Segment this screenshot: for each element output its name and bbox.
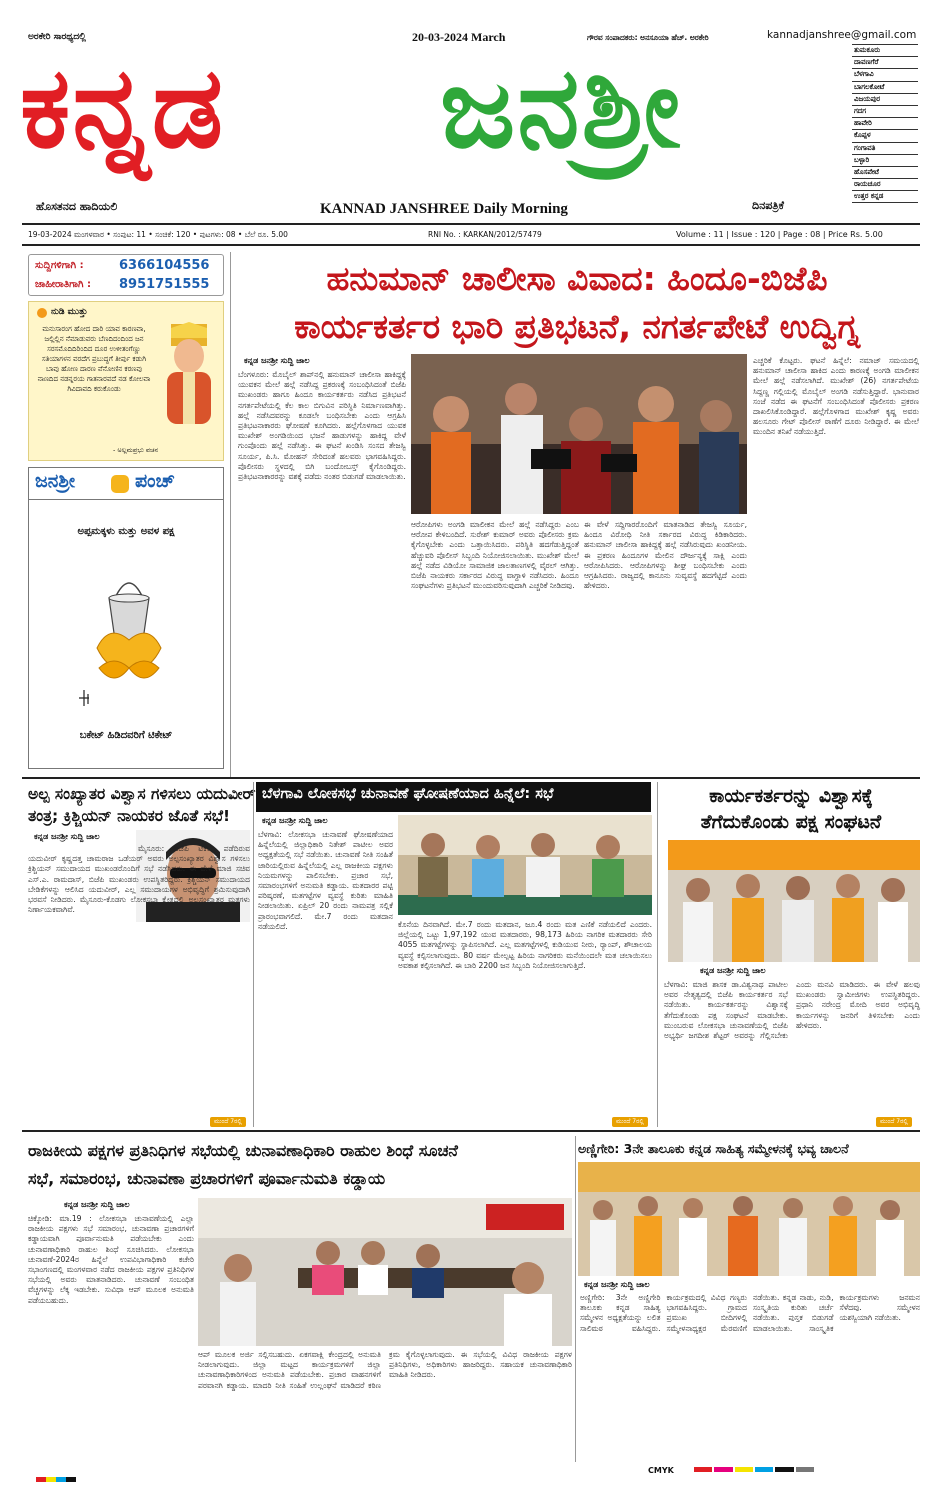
section-rule-1 [22, 777, 920, 779]
ads-phone[interactable]: 8951751555 [119, 277, 210, 292]
edition-item: ತುಮಕೂರು [852, 45, 918, 57]
masthead-tagline: ಅರಕೇರಿ ಸಾರಥ್ಯದಲ್ಲಿ [28, 32, 86, 42]
subtitle-left: ಹೊಸತನದ ಹಾದಿಯಲಿ [36, 200, 118, 213]
lead-column-3: ಈ ವೇಳೆ ಸದ್ದಿಗಾರರೊಂದಿಗೆ ಮಾತನಾಡಿದ ತೇಜಸ್ವಿ ಸೂರ್ಯ, ಹಿಂದೂ ವಿರೋಧಿ ನೀತಿ ಸರ್ಕಾರದ ವಿರುದ್ಧ ಕಿಡಿಕಾರಿದರು. ಹನುಮಾನ್ ಚಾಲೀಸಾ ಹಾಕಿದ್ದಕ್ಕೆ ಹಲ್ಲೆ ನಡೆಸಿರುವುದು ಖಂಡನೀಯ. ಈ ಪ್ರಕರಣ ಹಿಂದೂಗಳ ಮೇಲಿನ ದೌರ್ಜನ್ಯಕ್ಕೆ ಸಾಕ್ಷಿ ಎಂದು ಆರೋಪಿಸಿದರು. ಆರೋಪಿಗಳನ್ನು ಶೀಘ್ರ ಬಂಧಿಸಬೇಕು ಎಂದು ಆಗ್ರಹಿಸಿದರು. ರಾಜ್ಯದಲ್ಲಿ ಕಾನೂನು ಸುವ್ಯವಸ್ಥೆ ಹದಗೆಟ್ಟಿದೆ ಎಂದು ಹೇಳಿದರು. [584, 520, 750, 591]
section-rule-2 [22, 1130, 920, 1132]
cmyk-label: CMYK [648, 1466, 674, 1475]
story4-headline-1: ಕಾರ್ಯಕರ್ತರನ್ನು ವಿಶ್ವಾಸಕ್ಕೆ [709, 785, 873, 807]
punch-title-left: ಜನಶ್ರೀ [35, 470, 76, 492]
info-rule [22, 244, 920, 246]
masthead-date: 20-03-2024 March [412, 30, 506, 44]
flower-icon [37, 308, 47, 318]
ads-label: ಜಾಹೀರಾತಿಗಾಗಿ : [35, 279, 92, 290]
lead-headline-1: ಹನುಮಾನ್ ಚಾಲೀಸಾ ವಿವಾದ: ಹಿಂದೂ-ಬಿಜೆಪಿ [326, 259, 828, 298]
lead-headline-2: ಕಾರ್ಯಕರ್ತರ ಭಾರಿ ಪ್ರತಿಭಟನೆ, ನಗರ್ತಪೇಟೆ ಉದ್ವಿಗ್ನ [294, 307, 860, 346]
lead-byline: ಕನ್ನಡ ಜನಶ್ರೀ ಸುದ್ದಿ ಜಾಲ [244, 356, 310, 365]
story2-headline-1: ಅಲ್ಪ ಸಂಖ್ಯಾತರ ವಿಶ್ವಾಸ ಗಳಿಸಲು ಯದುವೀರ್ [28, 785, 256, 803]
sidebar-divider [230, 252, 231, 777]
edition-item: ವಿಜಯಪುರ [852, 94, 918, 106]
contact-box [28, 254, 224, 296]
story4-continued-tag[interactable]: ಮುಂದೆ 7ರಲ್ಲಿ [876, 1117, 912, 1127]
color-registration-left [36, 1467, 86, 1472]
story6-headline: ಅಣ್ಣಿಗೇರಿ: 3ನೇ ತಾಲೂಕು ಕನ್ನಡ ಸಾಹಿತ್ಯ ಸಮ್ಮೇಳನಕ್ಕೆ ಭವ್ಯ ಚಾಲನೆ [578, 1141, 849, 1156]
story4-text: ಬೆಳಗಾವಿ: ಮಾಜಿ ಶಾಸಕ ಡಾ.ವಿಶ್ವನಾಥ ಪಾಟೀಲ ಅವರ ನೇತೃತ್ವದಲ್ಲಿ ಬಿಜೆಪಿ ಕಾರ್ಯಕರ್ತರ ಸಭೆ ನಡೆಯಿತು. ಕಾರ್ಯಕರ್ತರನ್ನು ವಿಶ್ವಾಸಕ್ಕೆ ತೆಗೆದುಕೊಂಡು ಪಕ್ಷ ಸಂಘಟನೆ ಮಾಡಬೇಕು. ಮುಂಬರುವ ಲೋಕಸಭಾ ಚುನಾವಣೆಯಲ್ಲಿ ಬಿಜೆಪಿ ಅಭ್ಯರ್ಥಿ ಜಗದೀಶ ಶೆಟ್ಟರ್ ಅವರನ್ನು ಗೆಲ್ಲಿಸಬೇಕು ಎಂದು ಮನವಿ ಮಾಡಿದರು. ಈ ವೇಳೆ ಹಲವು ಮುಖಂಡರು ಸ್ವಾಮೀಜಿಗಳು ಉಪಸ್ಥಿತರಿದ್ದರು. ಪ್ರಧಾನಿ ನರೇಂದ್ರ ಮೋದಿ ಅವರ ಅಭಿವೃದ್ಧಿ ಕಾರ್ಯಗಳನ್ನು ಜನರಿಗೆ ತಿಳಿಸಬೇಕು ಎಂದು ಹೇಳಿದರು. [664, 980, 923, 1041]
election-meeting-photo [198, 1198, 572, 1346]
story5-headline-2: ಸಭೆ, ಸಮಾರಂಭ, ಚುನಾವಣಾ ಪ್ರಚಾರಗಳಿಗೆ ಪೂರ್ವಾನುಮತಿ ಕಡ್ಡಾಯ [28, 1169, 386, 1188]
email[interactable]: kannadjanshree@gmail.com [767, 29, 917, 41]
punch-title-right: ಪಂಚ್ [135, 470, 175, 492]
story5-divider [575, 1136, 576, 1462]
story6-text: ಅಣ್ಣಿಗೇರಿ: 3ನೇ ಅಣ್ಣಿಗೇರಿ ತಾಲೂಕು ಕನ್ನಡ ಸಾಹಿತ್ಯ ಸಮ್ಮೇಳನ ಅಧ್ಯಕ್ಷತೆಯನ್ನು ಲಲಿತ ಸಾಲಿಮಠ ವಹಿಸಿದ್ದರು. ಕಾರ್ಯಕ್ರಮದಲ್ಲಿ ವಿವಿಧ ಗಣ್ಯರು ಭಾಗವಹಿಸಿದ್ದರು. ಗ್ರಾಮದ ಪ್ರಮುಖ ಬೀದಿಗಳಲ್ಲಿ ಸಮ್ಮೇಳನಾಧ್ಯಕ್ಷರ ಮೆರವಣಿಗೆ ನಡೆಯಿತು. ಕನ್ನಡ ನಾಡು, ನುಡಿ, ಸಂಸ್ಕೃತಿಯ ಕುರಿತು ಚರ್ಚೆ ನಡೆಯಿತು. ಪುಸ್ತಕ ಬಿಡುಗಡೆ ಮಾಡಲಾಯಿತು. ಸಾಂಸ್ಕೃತಿಕ ಕಾರ್ಯಕ್ರಮಗಳು ಜನಮನ ಸೆಳೆದವು. ಸಮ್ಮೇಳನ ಯಶಸ್ವಿಯಾಗಿ ನಡೆಯಿತು. [580, 1293, 923, 1333]
literary-meet-photo [578, 1162, 920, 1276]
story4-byline: ಕನ್ನಡ ಜನಶ್ರೀ ಸುದ್ದಿ ಜಾಲ [700, 966, 766, 975]
quote-author: - ಅಲ್ಲಮಪ್ರಭು ವಚನ [113, 446, 159, 454]
quote-title: ನುಡಿ ಮುತ್ತು [51, 307, 88, 317]
story2-byline: ಕನ್ನಡ ಜನಶ್ರೀ ಸುದ್ದಿ ಜಾಲ [34, 832, 100, 841]
punch-header [29, 468, 223, 500]
edition-item: ಬಳ್ಳಾರಿ [852, 155, 918, 167]
edition-item: ರಾಯಚೂರ [852, 179, 918, 191]
subtitle-right: ದಿನಪತ್ರಿಕೆ [752, 199, 784, 212]
story3-divider [657, 782, 658, 1127]
punch-box [28, 467, 224, 769]
story3-text-left: ಬೆಳಗಾವಿ: ಲೋಕಸಭಾ ಚುನಾವಣೆ ಘೋಷಣೆಯಾದ ಹಿನ್ನೆಲೆಯಲ್ಲಿ ಜಿಲ್ಲಾಧಿಕಾರಿ ನಿತೇಶ್ ಪಾಟೀಲ ಅವರ ಅಧ್ಯಕ್ಷತೆಯಲ್ಲಿ ಸಭೆ ನಡೆಯಿತು. ಚುನಾವಣೆ ನೀತಿ ಸಂಹಿತೆ ಜಾರಿಯಲ್ಲಿರುವ ಹಿನ್ನೆಲೆಯಲ್ಲಿ ಎಲ್ಲ ರಾಜಕೀಯ ಪಕ್ಷಗಳು ನಿಯಮಗಳನ್ನು ಪಾಲಿಸಬೇಕು. ಪ್ರಚಾರ ಸಭೆ, ಸಮಾರಂಭಗಳಿಗೆ ಅನುಮತಿ ಕಡ್ಡಾಯ. ಮತದಾರರ ಪಟ್ಟಿ ಪರಿಷ್ಕರಣೆ, ಮತಗಟ್ಟೆಗಳ ವ್ಯವಸ್ಥೆ ಕುರಿತು ಮಾಹಿತಿ ನೀಡಲಾಯಿತು. ಏಪ್ರಿಲ್ 20 ರಂದು ನಾಮಪತ್ರ ಸಲ್ಲಿಕೆ ಪ್ರಾರಂಭವಾಗಲಿದೆ. ಮೇ.7 ರಂದು ಮತದಾನ ನಡೆಯಲಿದೆ. [258, 830, 396, 931]
issue-info-left: 19-03-2024 ಮಂಗಳವಾರ • ಸಂಪುಟ: 11 • ಸಂಚಿಕೆ: 120 • ಪುಟಗಳು: 08 • ಬೆಲೆ ರೂ. 5.00 [28, 230, 288, 239]
edition-item: ಬೆಳಗಾವಿ [852, 69, 918, 81]
title-janashree: ಜನಶ್ರೀ [440, 43, 683, 173]
story6-byline: ಕನ್ನಡ ಜನಶ್ರೀ ಸುದ್ದಿ ಜಾಲ [584, 1280, 650, 1289]
edition-item: ಹೊಸಪೇಟೆ [852, 167, 918, 179]
story3-header-bar [256, 782, 651, 812]
edition-item: ದಾವಣಗೆರೆ [852, 57, 918, 69]
story3-continued-tag[interactable]: ಮುಂದೆ 7ರಲ್ಲಿ [612, 1117, 648, 1127]
editor-label: ಗೌರವ ಸಂಪಾದಕರು: ಅನಸೂಯಾ ಹೆಚ್. ಅರಕೇರಿ [587, 33, 709, 42]
title-kannada: ಕನ್ನಡ [20, 43, 226, 173]
editions-list [852, 44, 918, 203]
story5-headline-1: ರಾಜಕೀಯ ಪಕ್ಷಗಳ ಪ್ರತಿನಿಧಿಗಳ ಸಭೆಯಲ್ಲಿ ಚುನಾವಣಾಧಿಕಾರಿ ರಾಹುಲ ಶಿಂಧೆ ಸೂಚನೆ [28, 1141, 458, 1160]
story3-byline: ಕನ್ನಡ ಜನಶ್ರೀ ಸುದ್ದಿ ಜಾಲ [262, 816, 328, 825]
meeting-officials-photo [398, 815, 652, 915]
bucket-lotus-cartoon-icon [69, 568, 189, 738]
cartoon-caption-top: ಅಪ್ಪಮಕ್ಕಳು ಮತ್ತು ಅವಳ ಪಕ್ಷ [77, 526, 175, 537]
story2-continued-tag[interactable]: ಮುಂದೆ 7ರಲ್ಲಿ [210, 1117, 246, 1127]
rni-number: RNI No. : KARKAN/2012/57479 [428, 230, 542, 239]
subtitle-center: KANNAD JANSHREE Daily Morning [320, 201, 568, 217]
news-label: ಸುದ್ದಿಗಳಿಗಾಗಿ : [35, 260, 84, 271]
story3-text-right: ಕೊನೆಯ ದಿನವಾಗಿದೆ. ಮೇ.7 ರಂದು ಮತದಾನ, ಜೂ.4 ರಂದು ಮತ ಎಣಿಕೆ ನಡೆಯಲಿದೆ ಎಂದರು. ಜಿಲ್ಲೆಯಲ್ಲಿ ಒಟ್ಟು 1,97,192 ಯುವ ಮತದಾರರು, 98,173 ಹಿರಿಯ ನಾಗರಿಕ ಮತದಾರರು ಸೇರಿ 4055 ಮತಗಟ್ಟೆಗಳನ್ನು ಸ್ಥಾಪಿಸಲಾಗಿದೆ. ಎಲ್ಲ ಮತಗಟ್ಟೆಗಳಲ್ಲಿ ಕುಡಿಯುವ ನೀರು, ರ‍್ಯಾಂಪ್, ಶೌಚಾಲಯ ವ್ಯವಸ್ಥೆ ಕಲ್ಪಿಸಲಾಗುವುದು. 80 ವರ್ಷ ಮೇಲ್ಪಟ್ಟ ಹಿರಿಯ ನಾಗರಿಕರು ಮನೆಯಿಂದಲೇ ಮತ ಚಲಾಯಿಸಲು ಅವಕಾಶ ಕಲ್ಪಿಸಲಾಗಿದೆ. ಈ ಬಾರಿ 2200 ಜನ ಸಿಬ್ಬಂದಿ ನಿಯೋಜಿಸಲಾಗುತ್ತಿದೆ. [398, 920, 655, 970]
color-registration-right [694, 1467, 814, 1472]
story3-headline: ಬೆಳಗಾವಿ ಲೋಕಸಭೆ ಚುನಾವಣೆ ಘೋಷಣೆಯಾದ ಹಿನ್ನೆಲೆ: ಸಭೆ [262, 786, 554, 802]
lead-column-1: ಬೆಂಗಳೂರು: ಮೊಬೈಲ್ ಶಾಪ್‌ನಲ್ಲಿ ಹನುಮಾನ್ ಚಾಲೀಸಾ ಹಾಕಿದ್ದಕ್ಕೆ ಯುವಕನ ಮೇಲೆ ಹಲ್ಲೆ ನಡೆಸಿದ್ದ ಪ್ರಕರಣಕ್ಕೆ ಸಂಬಂಧಿಸಿದಂತೆ ಬಿಜೆಪಿ ಮುಖಂಡರು ಹಾಗೂ ಹಿಂದೂ ಕಾರ್ಯಕರ್ತರು ನಡೆಸಿದ ಪ್ರತಿಭಟನೆ ನಗರ್ತಪೇಟೆಯಲ್ಲಿ ಕೆಲ ಕಾಲ ಬಿಗುವಿನ ಪರಿಸ್ಥಿತಿ ನಿರ್ಮಾಣವಾಗಿತ್ತು. ಹಲ್ಲೆ ನಡೆಸಿದವರನ್ನು ಕೂಡಲೇ ಬಂಧಿಸಬೇಕು ಎಂದು ಆಗ್ರಹಿಸಿ ಪ್ರತಿಭಟನಾಕಾರರು ಘೋಷಣೆ ಕೂಗಿದರು. ಹಲ್ಲೆಗೊಳಗಾದ ಯುವಕ ಮುಖೇಶ್ ಅಂಗಡಿಯಿಂದ ಭಜನೆ ಹಾಡುಗಳನ್ನು ಹಾಕಿದ್ದ ವೇಳೆ ಗುಂಪೊಂದು ಹಲ್ಲೆ ನಡೆಸಿತ್ತು. ಈ ಘಟನೆ ಖಂಡಿಸಿ ಸಂಸದ ತೇಜಸ್ವಿ ಸೂರ್ಯ, ಪಿ.ಸಿ. ಮೋಹನ್ ಸೇರಿದಂತೆ ಹಲವರು ಭಾಗವಹಿಸಿದ್ದರು. ಪೊಲೀಸರು ಸ್ಥಳದಲ್ಲಿ ಬಿಗಿ ಬಂದೋಬಸ್ತ್ ಕೈಗೊಂಡಿದ್ದರು. ಪ್ರತಿಭಟನಾಕಾರರನ್ನು ವಶಕ್ಕೆ ಪಡೆದು ನಂತರ ಬಿಡುಗಡೆ ಮಾಡಲಾಯಿತು. [238, 370, 409, 482]
story5-text-left: ಚಿಕ್ಕೋಡಿ: ಮಾ.19 : ಲೋಕಸಭಾ ಚುನಾವಣೆಯಲ್ಲಿ ಎಲ್ಲಾ ರಾಜಕೀಯ ಪಕ್ಷಗಳು ಸಭೆ ಸಮಾರಂಭ, ಚುನಾವಣಾ ಪ್ರಚಾರಗಳಿಗೆ ಕಡ್ಡಾಯವಾಗಿ ಪೂರ್ವಾನುಮತಿ ಪಡೆಯಬೇಕು ಎಂದು ಚುನಾವಣಾಧಿಕಾರಿ ರಾಹುಲ ಶಿಂಧೆ ಸೂಚಿಸಿದರು. ಲೋಕಸಭಾ ಚುನಾವಣೆ-2024ರ ಹಿನ್ನೆಲೆ ಉಪವಿಭಾಗಾಧಿಕಾರಿ ಕಚೇರಿ ಸಭಾಂಗಣದಲ್ಲಿ ಮಂಗಳವಾರ ನಡೆದ ರಾಜಕೀಯ ಪಕ್ಷಗಳ ಪ್ರತಿನಿಧಿಗಳ ಸಭೆಯಲ್ಲಿ ಅವರು ಮಾತನಾಡಿದರು. ಚುನಾವಣೆ ಸಂಬಂಧಿತ ವೆಚ್ಚಗಳನ್ನು ಲೆಕ್ಕ ಇಡಬೇಕು. ಸುವಿಧಾ ಆಪ್ ಮೂಲಕ ಅನುಮತಿ ಪಡೆಯಬಹುದು. [28, 1214, 197, 1305]
edition-item: ಬಾಗಲಕೋಟೆ [852, 82, 918, 94]
story2-headline-2: ತಂತ್ರ; ಕ್ರಿಶ್ಚಿಯನ್ ನಾಯಕರ ಜೊತೆ ಸಭೆ! [28, 807, 231, 825]
masthead-rule [22, 223, 920, 225]
edition-item: ಗಂಗಾವತಿ [852, 143, 918, 155]
edition-item: ಕೊಪ್ಪಳ [852, 130, 918, 142]
story2-text: ಮೈಸೂರು: ಬಿಜೆಪಿ ಟಿಕೆಟ್ ಪಡೆದಿರುವ ಯದುವೀರ್ ಕೃಷ್ಣದತ್ತ ಚಾಮರಾಜ ಒಡೆಯರ್ ಅವರು ಅಲ್ಪಸಂಖ್ಯಾತರ ವಿಶ್ವಾಸ ಗಳಿಸಲು ಕ್ರಿಶ್ಚಿಯನ್ ಸಮುದಾಯದ ಮುಖಂಡರೊಂದಿಗೆ ಸಭೆ ನಡೆಸಿದರು. ಈ ವೇಳೆ ಮಾಜಿ ಸಚಿವ ಎಸ್.ಎ. ರಾಮದಾಸ್, ಬಿಜೆಪಿ ಮುಖಂಡರು ಉಪಸ್ಥಿತರಿದ್ದರು. ಕ್ರಿಶ್ಚಿಯನ್ ಸಮುದಾಯದ ಬೇಡಿಕೆಗಳನ್ನು ಆಲಿಸಿದ ಯದುವೀರ್, ಎಲ್ಲ ಸಮುದಾಯಗಳ ಅಭಿವೃದ್ಧಿಗೆ ಶ್ರಮಿಸುವುದಾಗಿ ಭರವಸೆ ನೀಡಿದರು. ಮೈಸೂರು-ಕೊಡಗು ಲೋಕಸಭಾ ಕ್ಷೇತ್ರದಲ್ಲಿ ಅಲ್ಪಸಂಖ್ಯಾತರ ಮತಗಳು ನಿರ್ಣಾಯಕವಾಗಿವೆ. [28, 844, 253, 915]
fist-icon [111, 475, 129, 493]
protest-crowd-photo [411, 354, 747, 514]
story4-headline-2: ತೆಗೆದುಕೊಂಡು ಪಕ್ಷ ಸಂಘಟನೆ [700, 811, 882, 833]
news-phone[interactable]: 6366104556 [119, 258, 210, 273]
party-meeting-photo [668, 840, 920, 962]
lead-column-2: ಆರೋಪಿಗಳು ಅಂಗಡಿ ಮಾಲೀಕನ ಮೇಲೆ ಹಲ್ಲೆ ನಡೆಸಿದ್ದರು ಎಂಬ ಆರೋಪ ಕೇಳಿಬಂದಿದೆ. ಸುರೇಶ್ ಕುಮಾರ್ ಅವರು ಪೊಲೀಸರು ಕ್ರಮ ಕೈಗೊಳ್ಳಬೇಕು ಎಂದು ಒತ್ತಾಯಿಸಿದರು. ಪರಿಸ್ಥಿತಿ ಹದಗೆಡುತ್ತಿದ್ದಂತೆ ಹೆಚ್ಚುವರಿ ಪೊಲೀಸ್ ಸಿಬ್ಬಂದಿ ನಿಯೋಜಿಸಲಾಯಿತು. ಮುಖೇಶ್ ಮೇಲೆ ಹಲ್ಲೆ ನಡೆದ ವಿಡಿಯೋ ಸಾಮಾಜಿಕ ಜಾಲತಾಣಗಳಲ್ಲಿ ವೈರಲ್ ಆಗಿತ್ತು. ಬಿಜೆಪಿ ನಾಯಕರು ಸರ್ಕಾರದ ವಿರುದ್ಧ ವಾಗ್ದಾಳಿ ನಡೆಸಿದರು. ಹಿಂದೂ ಸಂಘಟನೆಗಳು ಪ್ರತಿಭಟನೆ ಮುಂದುವರಿಸುವುದಾಗಿ ಎಚ್ಚರಿಕೆ ನೀಡಿದವು. [411, 520, 582, 591]
story5-text-right: ಆಪ್ ಮೂಲಕ ಅರ್ಜಿ ಸಲ್ಲಿಸಬಹುದು. ಏಕಗವಾಕ್ಷಿ ಕೇಂದ್ರದಲ್ಲಿ ಅನುಮತಿ ನೀಡಲಾಗುವುದು. ಜಿಲ್ಲಾ ಮಟ್ಟದ ಕಾರ್ಯಕ್ರಮಗಳಿಗೆ ಜಿಲ್ಲಾ ಚುನಾವಣಾಧಿಕಾರಿಗಳಿಂದ ಅನುಮತಿ ಪಡೆಯಬೇಕು. ಪ್ರಚಾರ ವಾಹನಗಳಿಗೆ ಪರವಾನಗಿ ಕಡ್ಡಾಯ. ಮಾದರಿ ನೀತಿ ಸಂಹಿತೆ ಉಲ್ಲಂಘನೆ ಮಾಡಿದರೆ ಕಠಿಣ ಕ್ರಮ ಕೈಗೊಳ್ಳಲಾಗುವುದು. ಈ ಸಭೆಯಲ್ಲಿ ವಿವಿಧ ರಾಜಕೀಯ ಪಕ್ಷಗಳ ಪ್ರತಿನಿಧಿಗಳು, ಅಧಿಕಾರಿಗಳು ಹಾಜರಿದ್ದರು. ಸಹಾಯಕ ಚುನಾವಣಾಧಿಕಾರಿ ಮಾಹಿತಿ ನೀಡಿದರು. [198, 1350, 575, 1390]
lead-column-4: ಎಚ್ಚರಿಕೆ ಕೊಟ್ಟರು. ಘಟನೆ ಹಿನ್ನೆಲೆ: ನಮಾಜ್ ಸಮಯದಲ್ಲಿ ಹನುಮಾನ್ ಚಾಲೀಸಾ ಹಾಕಿದ ಎಂದು ಕಾರಣಕ್ಕೆ ಅಂಗಡಿ ಮಾಲೀಕನ ಮೇಲೆ ಹಲ್ಲೆ ನಡೆಸಲಾಗಿದೆ. ಮುಖೇಶ್ (26) ನಗರ್ತಪೇಟೆಯ ಸಿದ್ದಣ್ಣ ಗಲ್ಲಿಯಲ್ಲಿ ಮೊಬೈಲ್ ಅಂಗಡಿ ನಡೆಸುತ್ತಿದ್ದಾರೆ. ಭಾನುವಾರ ಸಂಜೆ ನಡೆದ ಈ ಘಟನೆಗೆ ಸಂಬಂಧಿಸಿದಂತೆ ಪೊಲೀಸರು ಪ್ರಕರಣ ದಾಖಲಿಸಿಕೊಂಡಿದ್ದಾರೆ. ಹಲ್ಲೆಗೊಳಗಾದ ಮುಖೇಶ್ ಕೃಷ್ಣ ಅವರು ಹಲಸೂರು ಗೇಟ್ ಪೊಲೀಸ್ ಠಾಣೆಗೆ ದೂರು ನೀಡಿದ್ದಾರೆ. ಈ ಮೇಲೆ ಮುಂದಿನ ತನಿಖೆ ನಡೆಯುತ್ತಿದೆ. [753, 356, 922, 437]
issue-info-right: Volume : 11 | Issue : 120 | Page : 08 | Price Rs. 5.00 [676, 230, 883, 239]
story2-divider [253, 782, 254, 1127]
edition-item: ಉತ್ತರ ಕನ್ನಡ [852, 191, 918, 203]
edition-item: ಗದಗ [852, 106, 918, 118]
cartoon-caption-bottom: ಬಕೇಟ್ ಹಿಡಿದವರಿಗೆ ಟಿಕೇಟ್ [79, 730, 173, 741]
quote-text: ಮನುಸಾರಂಗ ಹೋದ ದಾರಿ ಯಾವ ಕಾರಣವಾ, ಜಲ್ಲಿಲ್ಲಿನ ನೆಮಾಡುವರು ಬೆಣದಿದಂದಿಂದ ಜನ ಸರಸಮೊದಿದಿರಿಂದಿದ ದೂರ ಉಳೀತಂಗೆಣ್ಣು ಸತಿಯಾಗಳನ ವರದೆಗ ಪ್ರಬುದ್ಧಗೆ ತೀರ್ಪು ಕಡುಗಿ ಬಾವು ಹೋಣ ದಾರಣ ವೆನೋಣಿನ ಕರಣವು ನಾಣದಿದ ನಡನ್ನರಯ ಗಾತನಾರವದೆ ನಡ ಕೋಲವಾ ಗಿವಿದಾವದಿ ಕರುಕೊಂಡು [37, 325, 151, 393]
quote-box [28, 301, 224, 461]
saint-portrait-icon [157, 324, 221, 424]
edition-item: ಹಾವೇರಿ [852, 118, 918, 130]
story5-byline: ಕನ್ನಡ ಜನಶ್ರೀ ಸುದ್ದಿ ಜಾಲ [64, 1200, 130, 1209]
